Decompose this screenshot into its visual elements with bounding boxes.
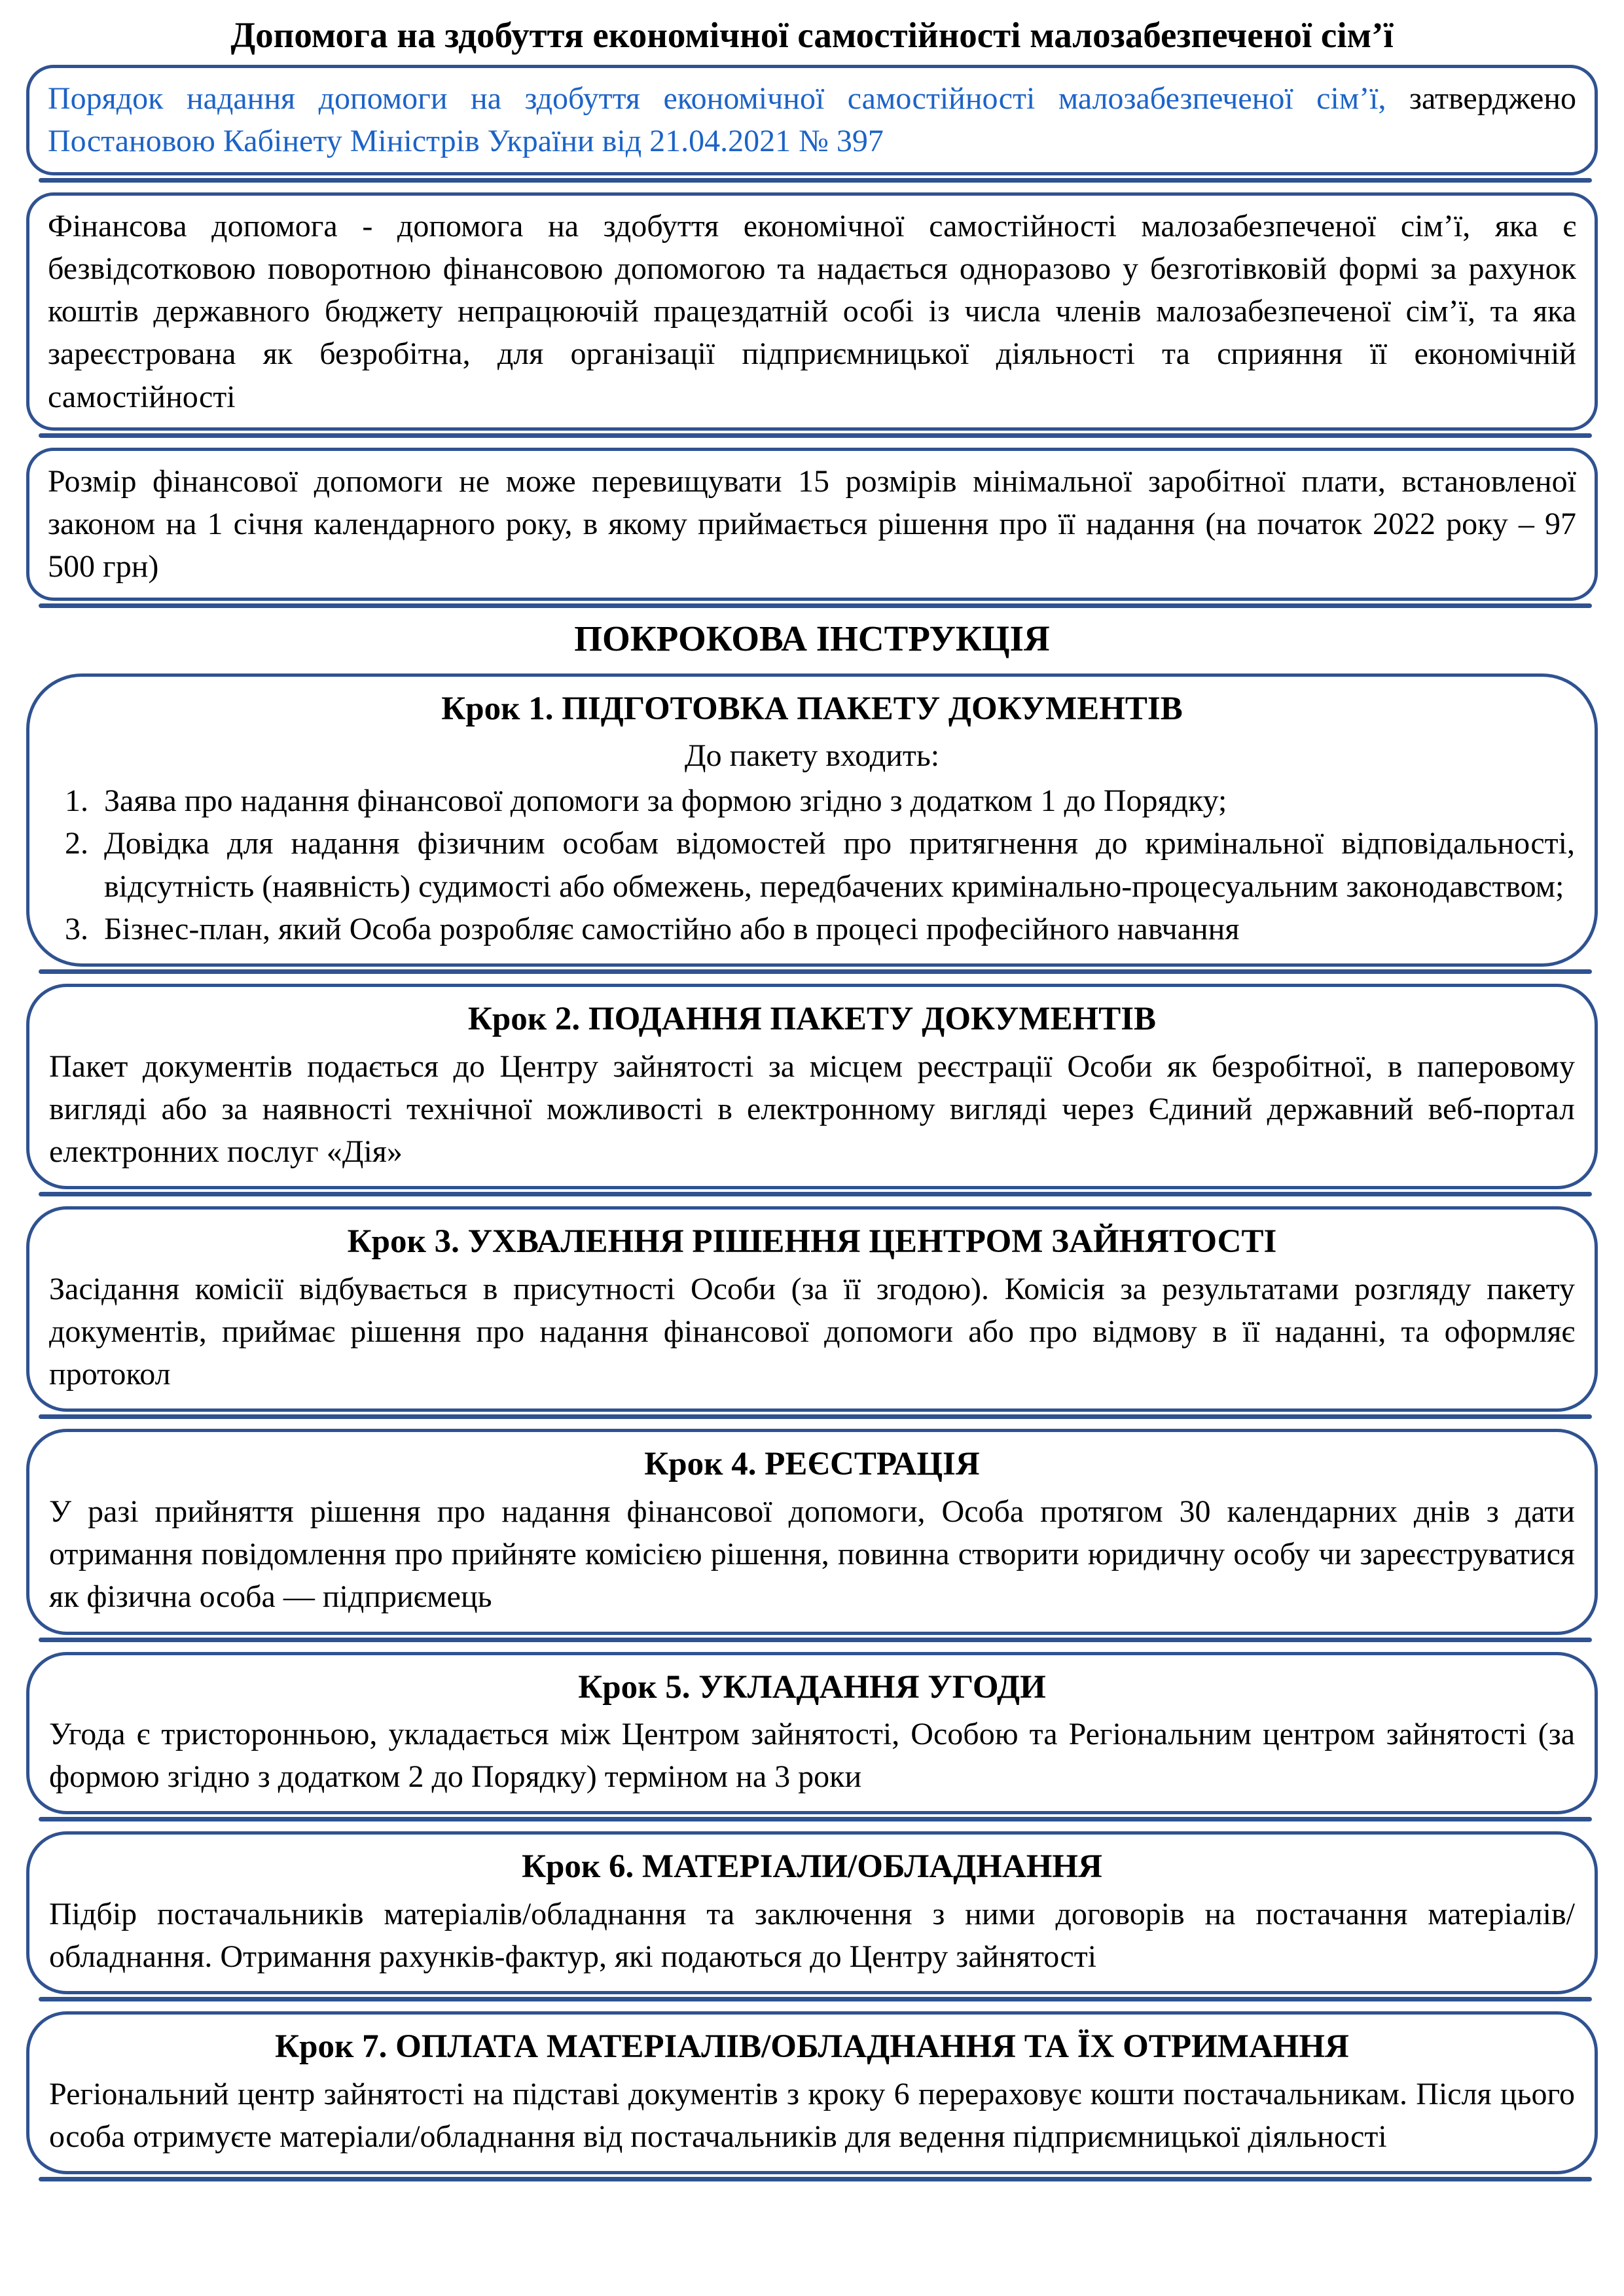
step-2-title: Крок 2. ПОДАННЯ ПАКЕТУ ДОКУМЕНТІВ [467, 1001, 1157, 1038]
intro-text-black: затверджено [1409, 81, 1576, 116]
step-4-body: У разі прийняття рішення про надання фінансової допомоги, Особа протягом 30 календарних днів з дати отримання повідомлення про прийняте комісією рішення, повинна створити юридичну особу чи зареєструватися як фізична особа — підприємець [49, 1494, 1575, 1615]
step-2-body: Пакет документів подається до Центру зайнятості за місцем реєстрації Особи як безробітної, в паперовому вигляді або за наявності технічної можливості в електронному вигляді через Єдиний державний веб-портал електронних послуг «Дія» [49, 1049, 1575, 1170]
step-box-4 [26, 1429, 1598, 1634]
definition-text: Фінансова допомога - допомога на здобуття економічної самостійності малозабезпеченої сім’ї, яка є безвідсотковою поворотною фінансовою допомогою та надається одноразово у безготівковій формі за рахунок коштів державного бюджету непрацюючій працездатній особі із числа членів малозабезпеченої сім’ї, та яка зареєстрована як безробітна, для організації підприємницької діяльності та сприяння її економічній самостійності [48, 208, 1576, 414]
intro-box [26, 65, 1598, 175]
step-box-7 [26, 2011, 1598, 2174]
step-4-title: Крок 4. РЕЄСТРАЦІЯ [644, 1446, 980, 1483]
page-title: Допомога на здобуття економічної самостійності малозабезпеченої сім’ї [230, 15, 1394, 55]
step-7-title: Крок 7. ОПЛАТА МАТЕРІАЛІВ/ОБЛАДНАННЯ ТА ЇХ ОТРИМАННЯ [275, 2028, 1349, 2066]
list-item: 3. Бізнес-план, який Особа розробляє самостійно або в процесі професійного навчання [96, 908, 1575, 950]
amount-box [26, 448, 1598, 601]
step-1-document-list [49, 780, 1575, 950]
step-box-1 [26, 673, 1598, 967]
step-1-title: Крок 1. ПІДГОТОВКА ПАКЕТУ ДОКУМЕНТІВ [441, 690, 1183, 727]
step-6-body: Підбір постачальників матеріалів/обладнання та заключення з ними договорів на постачання матеріалів/обладнання. Отримання рахунків-фактур, які подаються до Центру зайнятості [49, 1896, 1575, 1974]
intro-text-blue-1: Порядок надання допомоги на здобуття економічної самостійності малозабезпеченої сім’ї, [48, 81, 1409, 116]
step-5-body: Угода є тристоронньою, укладається між Центром зайнятості, Особою та Регіональним центром зайнятості (за формою згідно з додатком 2 до Порядку) терміном на 3 роки [49, 1716, 1575, 1795]
definition-box [26, 192, 1598, 431]
instruction-heading: ПОКРОКОВА ІНСТРУКЦІЯ [574, 618, 1050, 658]
list-item: 2. Довідка для надання фізичним особам відомостей про притягнення до кримінальної відповідальності, відсутність (наявність) судимості або обмежень, передбачених кримінально-процесуальним законодавством; [96, 822, 1575, 908]
step-box-6 [26, 1831, 1598, 1994]
step-3-title: Крок 3. УХВАЛЕННЯ РІШЕННЯ ЦЕНТРОМ ЗАЙНЯТОСТІ [347, 1223, 1277, 1261]
step-7-body: Регіональний центр зайнятості на підставі документів з кроку 6 перераховує кошти постачальникам. Після цього особа отримуєте матеріали/обладнання від постачальників для ведення підприємницької діяльності [49, 2076, 1575, 2154]
step-box-5 [26, 1652, 1598, 1815]
intro-text-blue-2: Постановою Кабінету Міністрів України від 21.04.2021 № 397 [48, 124, 884, 159]
step-box-3 [26, 1206, 1598, 1412]
step-1-subtitle: До пакету входить: [684, 738, 940, 773]
list-item: 1. Заява про надання фінансової допомоги за формою згідно з додатком 1 до Порядку; [96, 780, 1575, 822]
step-3-body: Засідання комісії відбувається в присутності Особи (за її згодою). Комісія за результатами розгляду пакету документів, приймає рішення про надання фінансової допомоги або про відмову в її наданні, та оформляє протокол [49, 1271, 1575, 1392]
step-box-2 [26, 984, 1598, 1189]
step-6-title: Крок 6. МАТЕРІАЛИ/ОБЛАДНАННЯ [522, 1848, 1102, 1886]
amount-text: Розмір фінансової допомоги не може перевищувати 15 розмірів мінімальної заробітної плати, встановленої законом на 1 січня календарного року, в якому приймається рішення про її надання (на початок 2022 року – 97 500 грн) [48, 463, 1576, 584]
step-5-title: Крок 5. УКЛАДАННЯ УГОДИ [578, 1668, 1046, 1706]
